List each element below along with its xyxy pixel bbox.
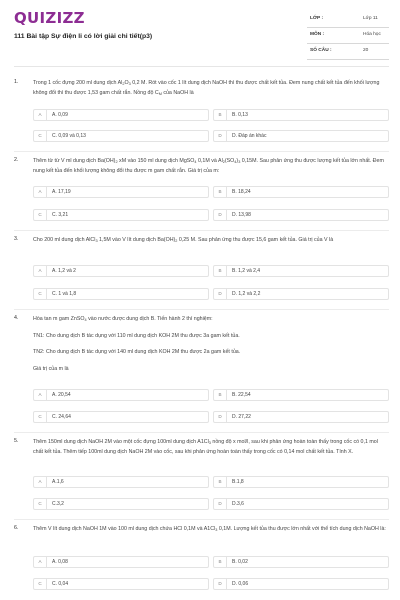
option-text: C. 0,09 và 0,13 — [52, 133, 86, 139]
question-text: Trong 1 cốc đựng 200 ml dung dịch $Al_2O_3$ 0,2 M. Rót vào cốc 1 lít dung dịch NaOH thì thu được chất kết tủa. Đem nung chất kết tủa đến khối lượng không đổi thì thu được 1,53 gam chất rắn. Nồng độ $C_M$ của NaOH là — [33, 80, 380, 96]
question-number: 1. — [14, 79, 19, 85]
meta-info-box — [307, 12, 389, 60]
answer-option-a[interactable] — [33, 476, 209, 488]
answer-option-d[interactable] — [213, 288, 389, 300]
option-text: D. 13,98 — [232, 212, 251, 218]
meta-row-subject — [307, 28, 389, 44]
option-letter-box: D — [214, 131, 227, 141]
answer-option-c[interactable] — [33, 411, 209, 423]
answer-option-a[interactable] — [33, 265, 209, 277]
option-letter-box: C — [34, 210, 47, 220]
meta-row-grade — [307, 12, 389, 28]
meta-row-question-count — [307, 44, 389, 60]
question-divider — [14, 519, 389, 520]
option-letter-box: A — [34, 557, 47, 567]
meta-label: MÔN : — [310, 32, 325, 37]
question-divider — [14, 230, 389, 231]
option-text: C.3,2 — [52, 501, 64, 507]
answer-option-c[interactable] — [33, 209, 209, 221]
option-text: A. 20,54 — [52, 392, 71, 398]
option-letter-box: D — [214, 412, 227, 422]
option-letter-box: A — [34, 477, 47, 487]
option-text: B. 1,2 và 2,4 — [232, 268, 261, 274]
option-letter-box: C — [34, 579, 47, 589]
option-text: B. 0,13 — [232, 112, 248, 118]
answer-option-b[interactable] — [213, 556, 389, 568]
option-text: C. 24,64 — [52, 414, 71, 420]
option-letter-box: B — [214, 557, 227, 567]
answer-option-a[interactable] — [33, 109, 209, 121]
header-divider — [14, 66, 389, 67]
meta-label: LỚP : — [310, 16, 324, 21]
option-text: A. 0,08 — [52, 559, 68, 565]
answer-option-d[interactable] — [213, 130, 389, 142]
option-text: B. 18,24 — [232, 189, 251, 195]
question-text: Thêm V lít dung dịch NaOH 1M vào 100 ml dung dịch chứa HCl 0,1M và $A1Cl_3$ 0,1M. Lượng kết tủa thu được lớn nhất với thể tích dung dịch NaOH là: — [33, 526, 386, 532]
question-number: 2. — [14, 157, 19, 163]
answer-option-a[interactable] — [33, 186, 209, 198]
option-letter-box: B — [214, 187, 227, 197]
meta-value: Hóa học — [363, 32, 381, 37]
answer-option-d[interactable] — [213, 498, 389, 510]
option-letter-box: B — [214, 110, 227, 120]
page-title: 111 Bài tập Sự điện li có lời giải chi tiết(p3) — [14, 33, 153, 40]
option-text: C. 3,21 — [52, 212, 69, 218]
option-letter-box: D — [214, 499, 227, 509]
answer-option-a[interactable] — [33, 556, 209, 568]
question-divider — [14, 309, 389, 310]
option-text: A. 1,2 và 2 — [52, 268, 76, 274]
question-text: Hòa tan m gam ZnSO$_4$ vào nước được dung dịch B. Tiến hành 2 thí nghiệm: TN1: Cho dung dịch B tác dụng với 110 ml dung dịch KOH 2M thu được 3a gam kết tủa. TN2: Cho dung dịch B tác dụng với 140 ml dung dịch KOH 2M thu được 2a gam kết tủa. Giá trị của m là — [33, 316, 241, 372]
option-letter-box: C — [34, 412, 47, 422]
question-number: 6. — [14, 525, 19, 531]
meta-value: Lớp 11 — [363, 16, 378, 21]
question-number: 4. — [14, 315, 19, 321]
question-number: 3. — [14, 236, 19, 242]
answer-option-c[interactable] — [33, 130, 209, 142]
option-text: C. 1 và 1,8 — [52, 291, 77, 297]
question-text: Cho 200 ml dung dịch AlCl$_3$ 1,5M vào V lít dung dịch $Ba(OH)_2$ 0,25 M. Sau phản ứng thu được 15,6 gam kết tủa. Giá trị của V là — [33, 237, 334, 243]
answer-option-d[interactable] — [213, 209, 389, 221]
option-letter-box: B — [214, 266, 227, 276]
answer-option-d[interactable] — [213, 411, 389, 423]
option-letter-box: A — [34, 266, 47, 276]
option-letter-box: A — [34, 187, 47, 197]
option-letter-box: B — [214, 477, 227, 487]
meta-value: 20 — [363, 48, 369, 53]
answer-option-c[interactable] — [33, 578, 209, 590]
option-text: A. 0,09 — [52, 112, 68, 118]
option-text: D. 1,2 và 2,2 — [232, 291, 261, 297]
option-letter-box: C — [34, 131, 47, 141]
option-text: D.3,6 — [232, 501, 244, 507]
option-letter-box: D — [214, 210, 227, 220]
question-text: Thêm từ từ V ml dung dịch $Ba(OH)_2$ xM vào 150 ml dung dịch MgSO$_4$ 0,1M và $Al_2(SO_4)_3$ 0,15M. Sau phản ứng thu được lượng kết tủa lớn nhất. Đem nung kết tủa đến khối lượng không đổi thu được m gam chất rắn. Giá trị của m: — [33, 158, 384, 174]
answer-option-d[interactable] — [213, 578, 389, 590]
answer-option-b[interactable] — [213, 186, 389, 198]
option-text: B. 0,02 — [232, 559, 248, 565]
option-text: B.1,8 — [232, 479, 244, 485]
question-number: 5. — [14, 438, 19, 444]
option-letter-box: D — [214, 579, 227, 589]
question-divider — [14, 432, 389, 433]
worksheet-header — [0, 0, 400, 68]
option-text: D. 27,22 — [232, 414, 251, 420]
option-text: A. 17,19 — [52, 189, 71, 195]
option-letter-box: A — [34, 390, 47, 400]
option-letter-box: B — [214, 390, 227, 400]
option-letter-box: D — [214, 289, 227, 299]
option-text: D. Đáp án khác — [232, 133, 267, 139]
option-text: A.1,6 — [52, 479, 64, 485]
meta-label: SỐ CÂU : — [310, 48, 332, 53]
answer-option-b[interactable] — [213, 389, 389, 401]
answer-option-c[interactable] — [33, 288, 209, 300]
option-letter-box: A — [34, 110, 47, 120]
answer-option-a[interactable] — [33, 389, 209, 401]
answer-option-b[interactable] — [213, 476, 389, 488]
option-letter-box: C — [34, 289, 47, 299]
question-text: Thêm 150ml dung dịch NaOH 2M vào một cốc đựng 100ml dung dịch $A1Cl_3$ nồng độ x mol/l, sau khi phản ứng hoàn toàn thấy trong cốc có 0,1 mol chất kết tủa. Thêm tiếp 100ml dung dịch NaOH 2M vào cốc, sau khi phản ứng hoàn toàn thấy trong cốc có 0,14 mol chất kết tủa. Tính X. — [33, 439, 378, 455]
answer-option-c[interactable] — [33, 498, 209, 510]
quizizz-logo: QUIZIZZ — [14, 9, 85, 27]
question-divider — [14, 151, 389, 152]
answer-option-b[interactable] — [213, 265, 389, 277]
answer-option-b[interactable] — [213, 109, 389, 121]
option-text: C. 0,04 — [52, 581, 69, 587]
option-text: D. 0,06 — [232, 581, 249, 587]
option-letter-box: C — [34, 499, 47, 509]
option-text: B. 22,54 — [232, 392, 251, 398]
